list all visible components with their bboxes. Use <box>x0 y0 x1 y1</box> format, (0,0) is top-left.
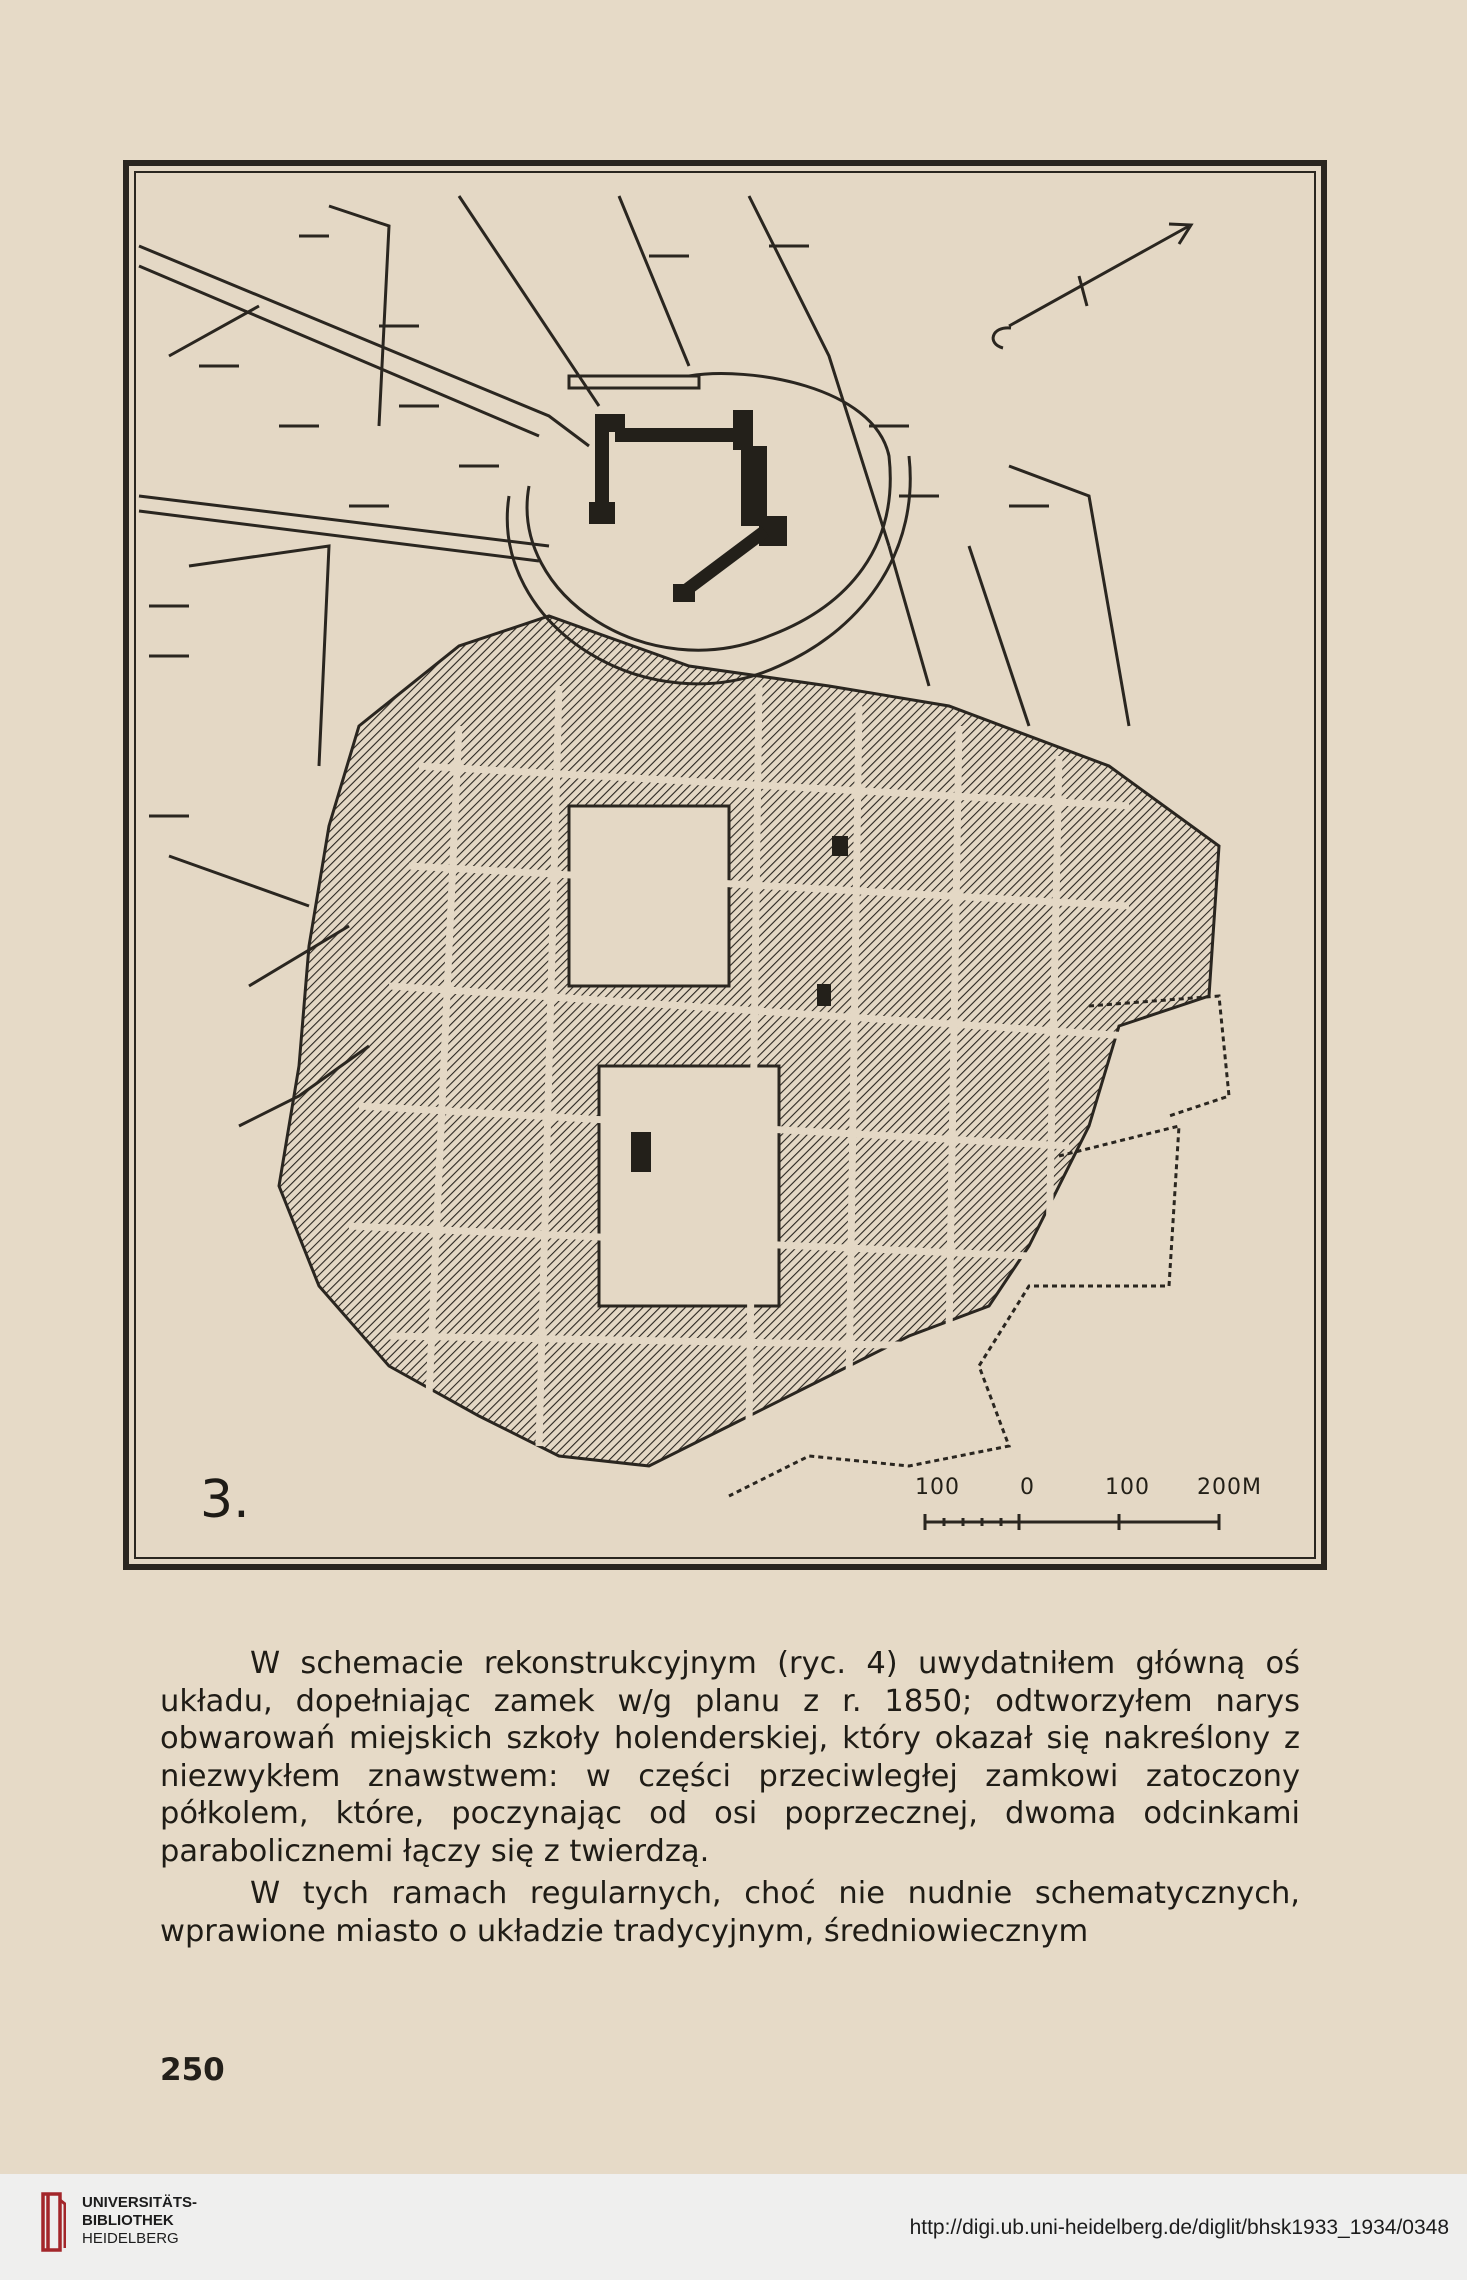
paragraph: W tych ramach regularnych, choć nie nudnie schematycznych, wprawione miasto o układzie tradycyjnym, średniowiecznym <box>160 1876 1300 1949</box>
scale-label: 0 <box>1020 1475 1035 1500</box>
paragraph: W schemacie rekonstrukcyjnym (ryc. 4) uwydatniłem główną oś układu, dopełniając zamek w/g planu z r. 1850; odtworzyłem narys obwarowań miejskich szkoły holenderskiej, który okazał się nakreślony z niezwykłem znawstwem: w części przeciwległej zamkowi zatoczony półkolem, które, poczynając od osi poprzecznej, dwoma odcinkami parabolicznemi łączy się z twierdzą. <box>160 1646 1300 1869</box>
source-url-link[interactable]: http://digi.ub.uni-heidelberg.de/diglit/bhsk1933_1934/0348 <box>909 2216 1449 2239</box>
library-name-line: UNIVERSITÄTS- <box>82 2194 198 2211</box>
library-name-line: HEIDELBERG <box>82 2230 179 2247</box>
scale-bar-labels <box>915 1475 1275 1505</box>
scale-label: 200M <box>1197 1475 1262 1500</box>
library-footer <box>0 2174 1467 2280</box>
page-number: 250 <box>160 2052 225 2088</box>
scale-label: 100 <box>1105 1475 1150 1500</box>
library-name <box>82 2194 197 2248</box>
city-plan-figure <box>123 160 1327 1570</box>
figure-number: 3. <box>200 1470 250 1530</box>
library-name-line: BIBLIOTHEK <box>82 2212 174 2229</box>
body-text <box>160 1645 1300 1955</box>
scale-label: 100 <box>915 1475 960 1500</box>
university-library-logo-icon <box>40 2190 66 2254</box>
city-plan-map <box>129 166 1321 1564</box>
